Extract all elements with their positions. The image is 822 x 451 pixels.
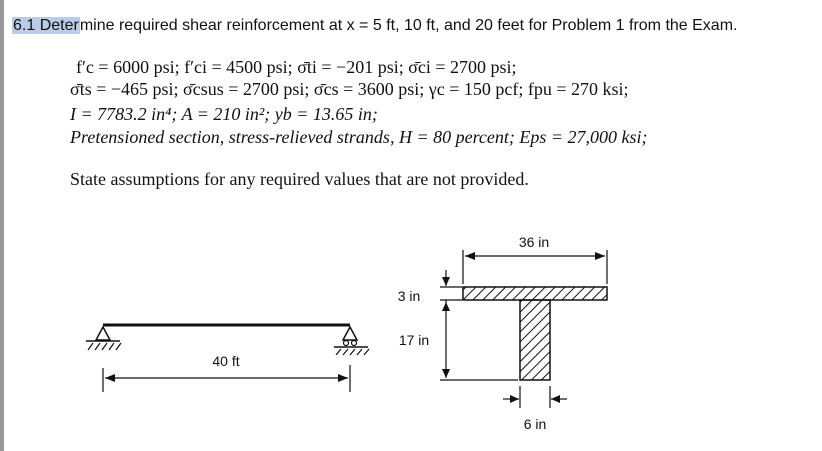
web-height-label: 17 in [398, 332, 430, 348]
given-gamma-c: γc = 150 pcf; [428, 79, 524, 99]
given-sigma-ts: σ̄ts = −465 psi; [70, 79, 179, 99]
given-sigma-csus: σ̄csus = 2700 psi; [183, 79, 310, 99]
given-fc: f′c = 6000 psi; [76, 57, 180, 77]
problem-title: mine required shear reinforcement at x = 5 ft, 10 ft, and 20 feet for Problem 1 from the Exam. [79, 17, 738, 34]
web-width-label: 6 in [523, 416, 547, 432]
given-section-properties: I = 7783.2 in⁴; A = 210 in²; yb = 13.65 in; [70, 104, 378, 124]
given-sigma-ti: σ̄ti = −201 psi; [297, 57, 404, 77]
given-fpu: fpu = 270 ksi; [527, 79, 629, 99]
given-strand-info: Pretensioned section, stress-relieved strands, H = 80 percent; Eps = 27,000 ksi; [70, 127, 648, 147]
given-sigma-cs: σ̄cs = 3600 psi; [313, 79, 425, 99]
simply-supported-beam [86, 325, 369, 392]
span-label: 40 ft [212, 353, 240, 369]
given-sigma-ci: σ̄ci = 2700 psi; [408, 57, 517, 77]
problem-number-highlight[interactable]: 6.1 Deter [13, 17, 79, 34]
roller-support-right [334, 327, 369, 355]
given-fci: f′ci = 4500 psi; [184, 57, 293, 77]
flange-thickness-label: 3 in [397, 288, 421, 304]
t-beam-cross-section [398, 234, 607, 432]
t-web [520, 300, 550, 380]
assumptions-instruction: State assumptions for any required values that are not provided. [70, 169, 529, 189]
flange-width-label: 36 in [518, 234, 550, 250]
t-flange [463, 287, 607, 300]
pin-support-left [86, 327, 121, 350]
